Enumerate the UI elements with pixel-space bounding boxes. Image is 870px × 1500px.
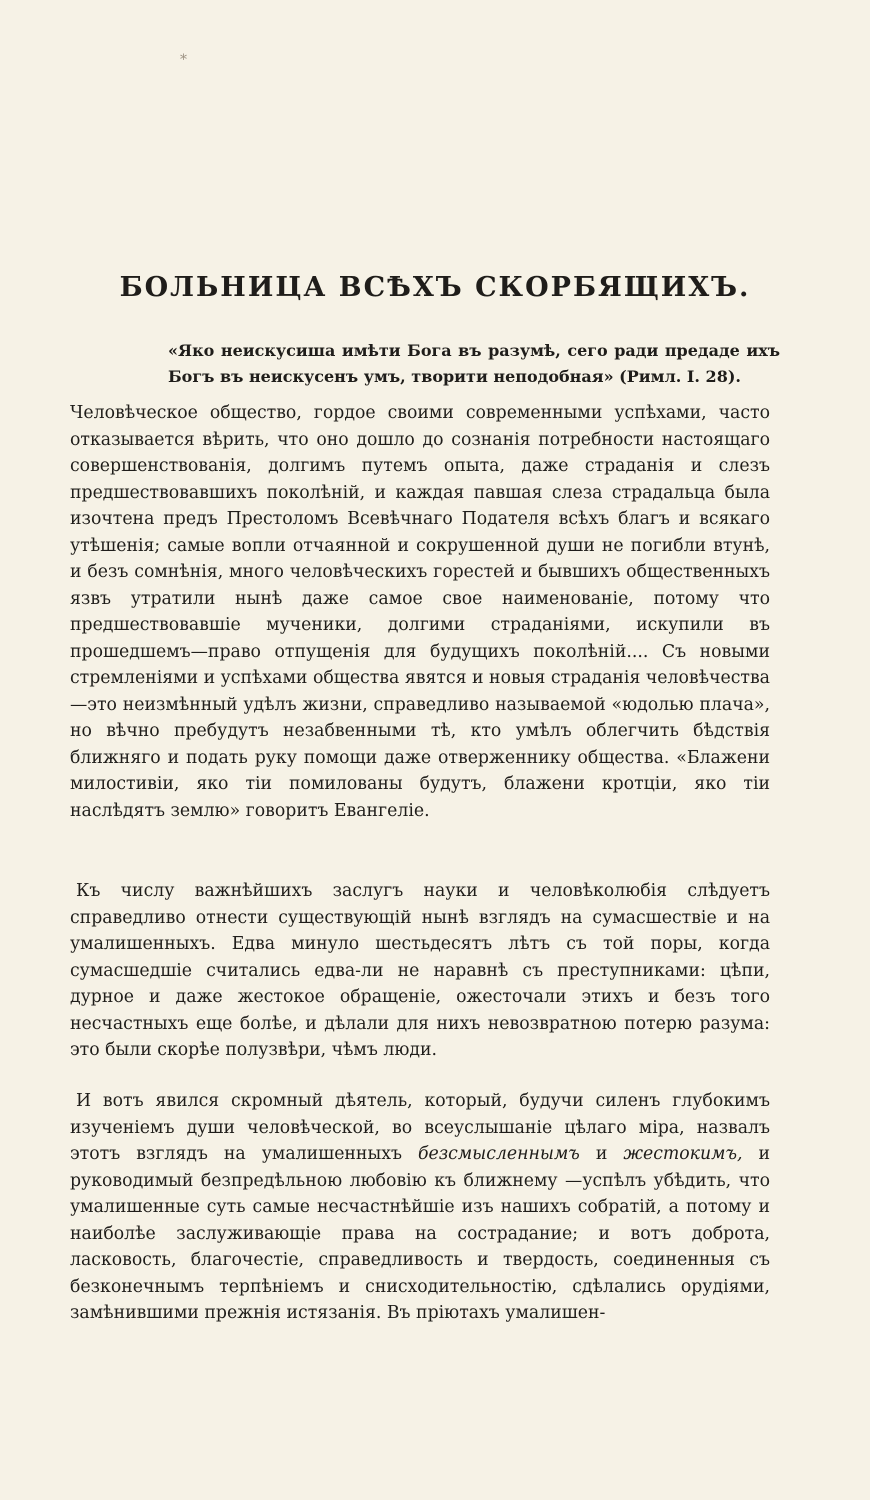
page-title: БОЛЬНИЦА ВСѢХЪ СКОРБЯЩИХЪ.: [119, 272, 751, 303]
paragraph-3-part-b: и: [579, 1144, 624, 1164]
body-text: [70, 400, 770, 1327]
emphasis-senseless: безсмысленнымъ: [417, 1144, 580, 1164]
paragraph-1: Человѣческое общество, гордое своими современными успѣхами, часто отказывается вѣрить, что оно дошло до сознанія потребности настоящаго совершенствованія, долгимъ путемъ опыта, даже страданія и слезъ предшествовавшихъ поколѣній, и каждая павшая слеза страдальца была изочтена предъ Престоломъ Всевѣчнаго Подателя всѣхъ благъ и всякаго утѣшенія; самые вопли отчаянной и сокрушенной души не погибли втунѣ, и безъ сомнѣнія, много человѣческихъ горестей и бывшихъ общественныхъ язвъ утратили нынѣ даже самое свое наименованіе, потому что предшествовавшіе мученики, долгими страданіями, искупили въ прошедшемъ—право отпущенія для будущихъ поколѣній.... Съ новыми стремленіями и успѣхами общества явятся и новыя страданія человѣчества—это неизмѣнный удѣлъ жизни, справедливо называемой «юдолью плача», но вѣчно пребудутъ незабвенными тѣ, кто умѣлъ облегчить бѣдствія ближняго и подать руку помощи даже отверженнику общества. «Блажени милостивіи, яко тіи помилованы будутъ, блажени кротціи, яко тіи наслѣдятъ землю» говоритъ Евангеліе.: [70, 403, 770, 821]
paragraph-3-part-a: И вотъ явился скромный дѣятель, который, будучи силенъ глубокимъ изученіемъ души человѣческой, во всеуслышаніе цѣлаго міра, назвалъ этотъ взглядъ на умалишенныхъ: [70, 1091, 770, 1164]
page-mark: *: [180, 52, 187, 68]
paragraph-3-part-c: и руководимый безпредѣльною любовію къ ближнему —успѣлъ убѣдить, что умалишенные суть самые несчастнѣйшіе изъ нашихъ собратій, а потому и наиболѣе заслуживающіе права на сострадание; и вотъ доброта, ласковость, благочестіе, справедливость и твердость, соединенныя съ безконечнымъ терпѣніемъ и снисходительностію, сдѣлались орудіями, замѣнившими прежнія истязанія. Въ пріютахъ умалишен-: [70, 1144, 770, 1323]
paragraph-3: [70, 1088, 770, 1327]
epigraph: «Яко неискусиша имѣти Бога въ разумѣ, сего ради предаде ихъ Богъ въ неискусенъ умъ, творити неподобная» (Римл. I. 28).: [168, 341, 780, 386]
emphasis-cruel: жестокимъ,: [623, 1144, 743, 1164]
paragraph-2: Къ числу важнѣйшихъ заслугъ науки и человѣколюбія слѣдуетъ справедливо отнести существующій нынѣ взглядъ на сумасшествіе и на умалишенныхъ. Едва минуло шестьдесятъ лѣтъ съ той поры, когда сумасшедшіе считались едва-ли не наравнѣ съ преступниками: цѣпи, дурное и даже жестокое обращеніе, ожесточали этихъ и безъ того несчастныхъ еще болѣе, и дѣлали для нихъ невозвратною потерю разума: это были скорѣе полузвѣри, чѣмъ люди.: [70, 881, 770, 1060]
